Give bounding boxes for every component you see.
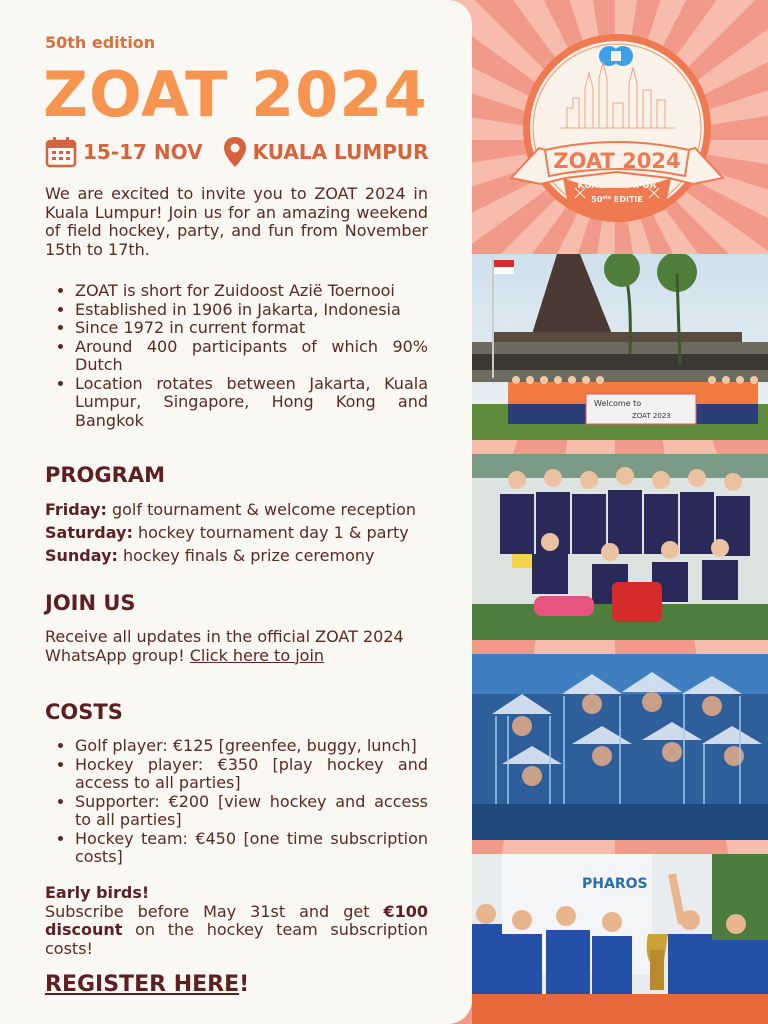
zoat-logo [505,28,733,228]
list-item: • Golf player: €125 [greenfee, buggy, lunch] [75,737,428,756]
costs-list [45,737,428,867]
list-item: • Location rotates between Jakarta, Kuala Lumpur, Singapore, Hong Kong and Bangkok [75,375,428,431]
facts-list [45,282,428,430]
program-heading: PROGRAM [45,463,165,487]
costs-heading: COSTS [45,700,123,724]
list-item: • Since 1972 in current format [75,319,428,338]
list-item: • Supporter: €200 [view hockey and access to all parties] [75,793,428,830]
join-heading: JOIN US [45,591,136,615]
logo-city: KUALA LUMPUR [577,181,657,191]
edition-label: 50th edition [45,33,156,52]
early-bird-paragraph: Early birds! Subscribe before May 31st and get €100 discount on the hockey team subscription costs! [45,883,429,958]
page-title: ZOAT 2024 [43,58,428,131]
photo-clubhouse-group [472,254,768,440]
list-item: • Hockey player: €350 [play hockey and access to all parties] [75,756,428,793]
register-link[interactable]: REGISTER HERE [45,972,240,997]
program-item-sunday: Sunday: hockey finals & prize ceremony [45,546,375,565]
program-item-saturday: Saturday: hockey tournament day 1 & party [45,523,409,542]
list-item: • ZOAT is short for Zuidoost Azië Toernooi [75,282,428,301]
program-item-friday: Friday: golf tournament & welcome reception [45,500,417,519]
photo-party-costumes [472,654,768,840]
event-location: KUALA LUMPUR [252,140,429,164]
list-item: • Hockey team: €450 [one time subscription costs] [75,830,428,867]
list-item: • Established in 1906 in Jakarta, Indonesia [75,301,428,320]
early-bird-heading: Early birds! [45,883,150,902]
logo-title: ZOAT 2024 [553,149,681,173]
calendar-icon [45,136,77,168]
photo-sponsor-text: PHAROS [582,876,648,892]
register-link-wrapper: REGISTER HERE! [45,972,250,997]
discount-amount: €100 discount [45,901,429,939]
photo-ladies-team [472,454,768,640]
join-paragraph: Receive all updates in the official ZOAT 2024 WhatsApp group! Click here to join [45,627,404,665]
location-pin-icon [223,136,247,168]
event-dates: 15-17 NOV [83,140,203,164]
photo-prize-ceremony [472,854,768,1024]
event-meta [45,136,429,168]
list-item: • Around 400 participants of which 90% Dutch [75,338,428,375]
intro-paragraph: We are excited to invite you to ZOAT 2024 in Kuala Lumpur! Join us for an amazing weekend of field hockey, party, and fun from November 15th to 17th. [45,184,428,259]
program-list [45,498,445,567]
photo-banner-text: Welcome to [594,399,642,408]
logo-edition: 50ste EDITIE [591,195,643,204]
photo-banner-text-2: ZOAT 2023 [632,412,671,420]
join-whatsapp-link[interactable]: Click here to join [189,645,325,665]
